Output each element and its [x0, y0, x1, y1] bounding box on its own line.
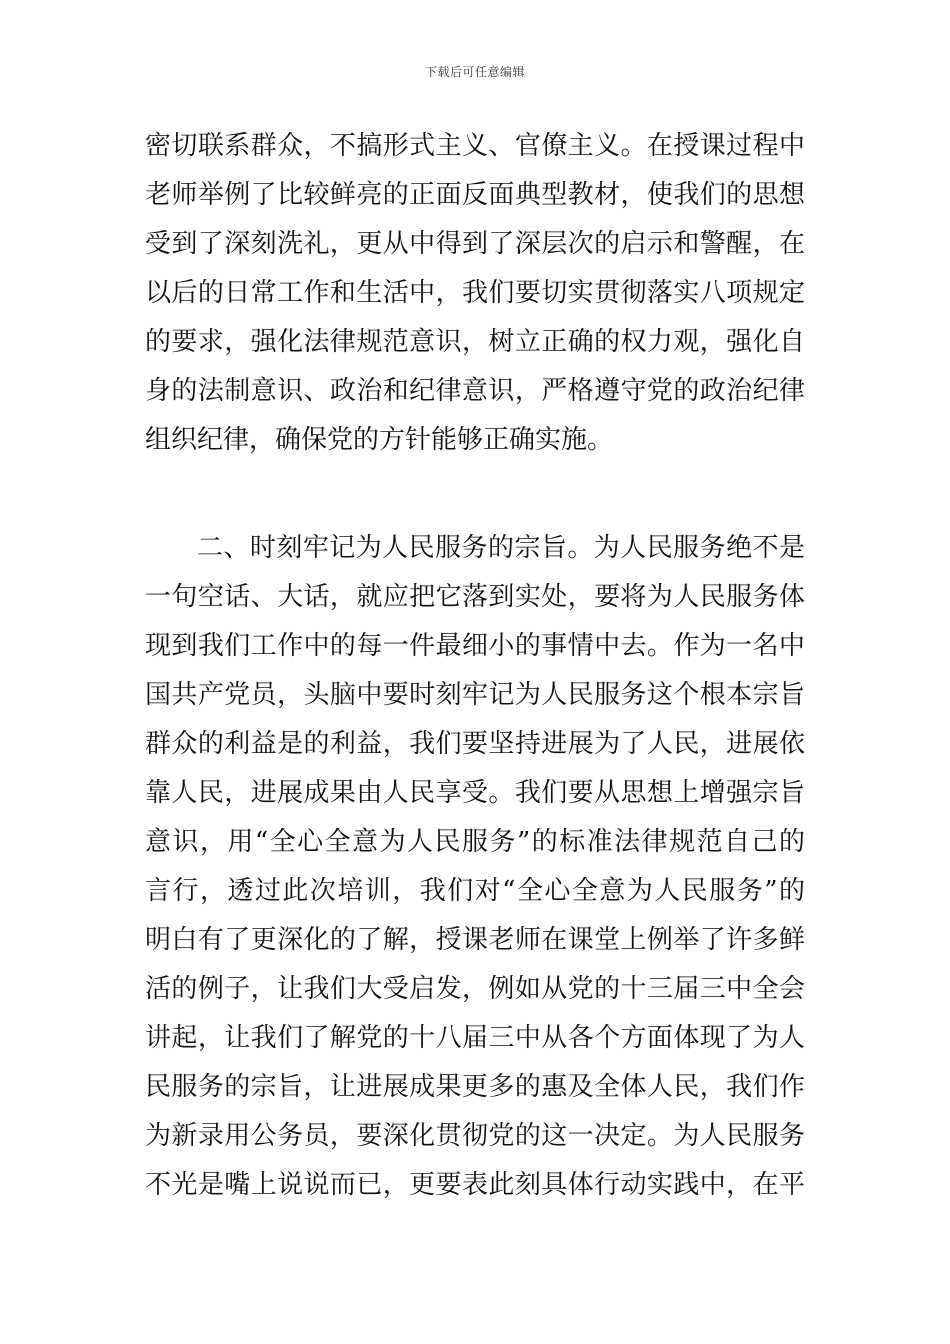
text-line: 明白有了更深化的了解，授课老师在课堂上例举了许多鲜: [145, 925, 805, 955]
text-line: 一句空话、大话，就应把它落到实处，要将为人民服务体: [145, 582, 805, 612]
page-header: 下载后可任意编辑: [424, 65, 525, 79]
text-line: 民服务的宗旨，让进展成果更多的惠及全体人民，我们作: [145, 1072, 805, 1102]
paragraph-2: [145, 524, 805, 1210]
text-line: 以后的日常工作和生活中，我们要切实贯彻落实八项规定: [145, 278, 805, 308]
text-line: 现到我们工作中的每一件最细小的事情中去。作为一名中: [145, 631, 805, 661]
text-line: 国共产党员，头脑中要时刻牢记为人民服务这个根本宗旨: [145, 680, 805, 710]
text-line: 群众的利益是的利益，我们要坚持进展为了人民，进展依: [145, 729, 805, 759]
text-line: 言行，透过此次培训，我们对“全心全意为人民服务”的: [145, 876, 805, 906]
text-line: 受到了深刻洗礼，更从中得到了深层次的启示和警醒，在: [145, 229, 805, 259]
text-line: 二、时刻牢记为人民服务的宗旨。为人民服务绝不是: [197, 533, 805, 563]
text-line: 老师举例了比较鲜亮的正面反面典型教材，使我们的思想: [145, 180, 805, 210]
text-line: 的要求，强化法律规范意识，树立正确的权力观，强化自: [145, 327, 805, 357]
text-line: 密切联系群众，不搞形式主义、官僚主义。在授课过程中: [145, 131, 805, 161]
text-line: 组织纪律，确保党的方针能够正确实施。: [145, 425, 614, 455]
text-line: 意识，用“全心全意为人民服务”的标准法律规范自己的: [145, 827, 805, 857]
text-line: 为新录用公务员，要深化贯彻党的这一决定。为人民服务: [145, 1121, 805, 1151]
text-line: 靠人民，进展成果由人民享受。我们要从思想上增强宗旨: [145, 778, 805, 808]
paragraph-1: [145, 122, 805, 465]
text-line: 不光是嘴上说说而已，更要表此刻具体行动实践中，在平: [145, 1170, 805, 1200]
text-line: 身的法制意识、政治和纪律意识，严格遵守党的政治纪律: [145, 376, 805, 406]
text-line: 讲起，让我们了解党的十八届三中从各个方面体现了为人: [145, 1023, 805, 1053]
text-line: 活的例子，让我们大受启发，例如从党的十三届三中全会: [145, 974, 805, 1004]
